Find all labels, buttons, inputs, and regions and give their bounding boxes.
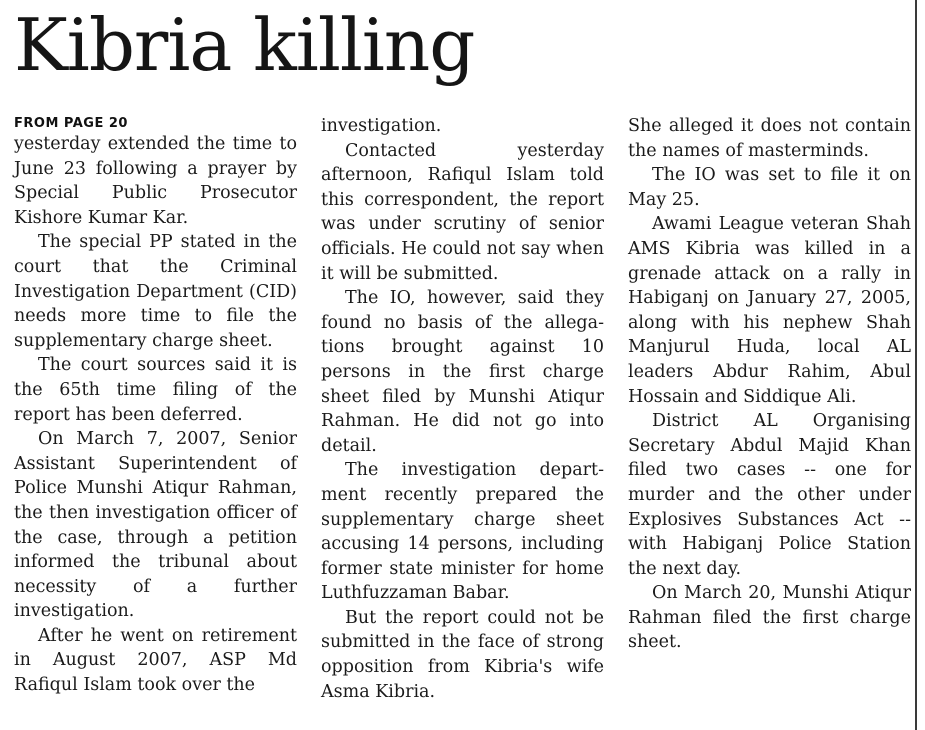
article-column-1 [14, 114, 297, 698]
paragraph: The IO was set to file it on May 25. [628, 165, 911, 210]
column-2-body [321, 114, 604, 704]
paragraph: Awami League veteran Shah AMS Kibria was killed in a grenade attack on a rally in Habiganj on January 27, 2005, along with his nephew Shah Manjurul Huda, local AL leaders Abdur Rahim, Abul Hossain and Siddique Ali. [628, 214, 911, 407]
article-column-3 [628, 114, 911, 655]
paragraph: On March 7, 2007, Senior Assistant Superintendent of Police Munshi Atiqur Rahman, the then investigation officer of the case, through a petition informed the tribunal about necessity of a further investigation. [14, 429, 297, 622]
paragraph: The IO, however, said they found no basis of the allegations brought against 10 persons in the first charge sheet filed by Munshi Atiqur Rahman. He did not go into detail. [321, 288, 604, 456]
paragraph: After he went on retirement in August 2007, ASP Md Rafiqul Islam took over the [14, 625, 297, 696]
paragraph: The investigation department recently prepared the supplementary charge sheet accusing 14 persons, including former state minister for home Luthfuzzaman Babar. [321, 460, 604, 604]
column-rule [915, 0, 917, 730]
continued-paragraph: yesterday extended the time to June 23 following a prayer by Special Public Prosecutor Kishore Kumar Kar. [14, 134, 297, 228]
paragraph: The court sources said it is the 65th time filing of the report has been deferred. [14, 355, 297, 425]
paragraph: Contacted yesterday afternoon, Rafiqul Islam told this correspondent, the report was under scrutiny of senior officials. He could not say when it will be submitted. [321, 140, 604, 284]
headline: Kibria killing [14, 3, 475, 87]
kicker: FROM PAGE 20 [14, 116, 128, 131]
paragraph: On March 20, Munshi Atiqur Rahman filed the first charge sheet. [628, 583, 911, 653]
continued-paragraph: investigation. [321, 116, 442, 136]
column-1-body [14, 132, 297, 698]
continued-paragraph: She alleged it does not contain the names of masterminds. [628, 116, 911, 161]
column-3-body [628, 114, 911, 655]
paragraph: But the report could not be submitted in the face of strong opposition from Kibria's wife Asma Kibria. [321, 607, 604, 702]
paragraph: District AL Organising Secretary Abdul Majid Khan filed two cases -- one for murder and the other under Explosives Substances Act -- with Habiganj Police Station the next day. [628, 411, 911, 579]
article-column-2 [321, 114, 604, 704]
paragraph: The special PP stated in the court that the Criminal Investigation Department (CID) needs more time to file the supplementary charge sheet. [14, 232, 297, 351]
